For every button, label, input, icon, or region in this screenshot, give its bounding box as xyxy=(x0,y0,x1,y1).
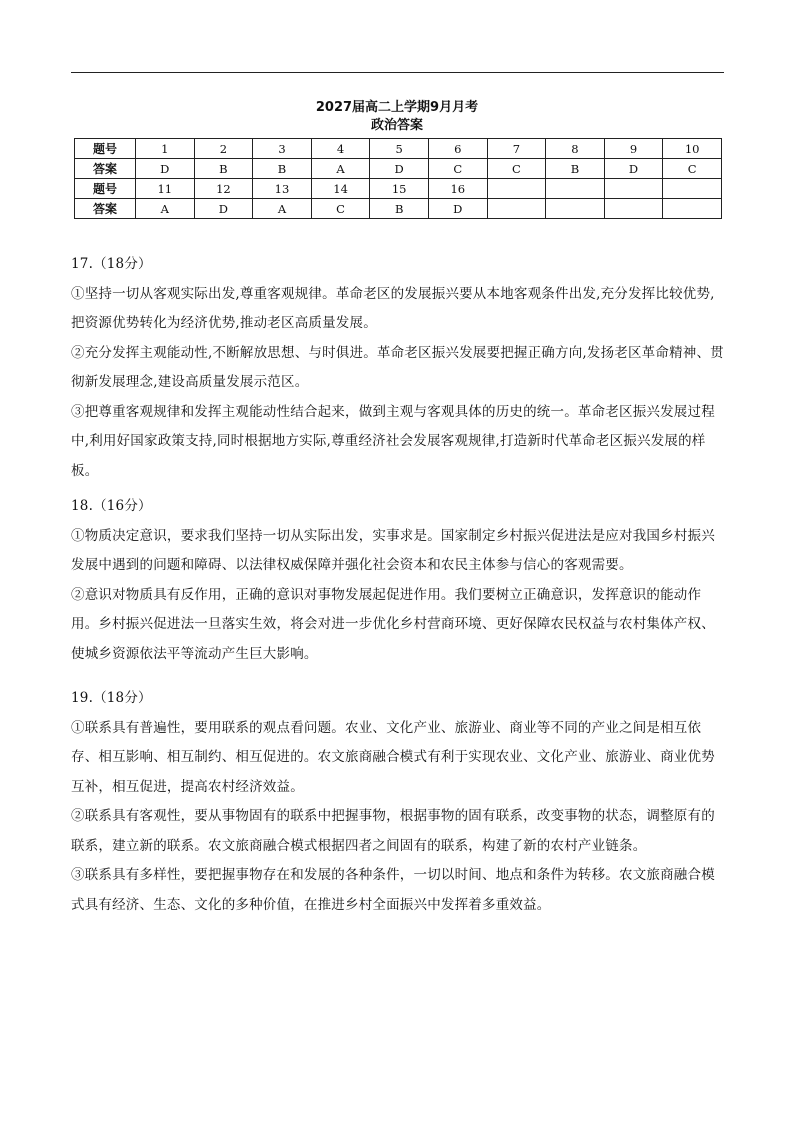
document-subtitle: 政治答案 xyxy=(370,118,423,133)
row-label-answer: 答案 xyxy=(75,159,136,179)
answer-cell: D xyxy=(136,159,195,179)
answer-point: ③把尊重客观规律和发挥主观能动性结合起来，做到主观与客观具体的历史的统一。革命老区振兴发展过程中,利用好国家政策支持,同时根据地方实际,尊重经济社会发展客观规律,打造新时代革命老区振兴发展的样板。 xyxy=(71,403,715,479)
question-heading: 19.（18分） xyxy=(71,690,152,706)
table-row-numbers-1 xyxy=(75,139,722,159)
row-label-number: 题号 xyxy=(75,139,136,159)
answer-point: ②联系具有客观性，要从事物固有的联系中把握事物，根据事物的固有联系，改变事物的状态，调整原有的联系，建立新的联系。农文旅商融合模式根据四者之间固有的联系，构建了新的农村产业链条。 xyxy=(71,808,715,854)
row-label-answer: 答案 xyxy=(75,199,136,219)
answer-point: ③联系具有多样性，要把握事物存在和发展的各种条件，一切以时间、地点和条件为转移。农文旅商融合模式具有经济、生态、文化的多种价值，在推进乡村全面振兴中发挥着多重效益。 xyxy=(71,867,715,913)
document-title: 2027届高二上学期9月月考 xyxy=(315,100,479,115)
question-number: 13 xyxy=(253,179,312,199)
question-number: 2 xyxy=(194,139,253,159)
table-row-answers-2 xyxy=(75,199,722,219)
question-18-section xyxy=(71,492,724,669)
answer-point: ①物质决定意识，要求我们坚持一切从实际出发，实事求是。国家制定乡村振兴促进法是应对我国乡村振兴发展中遇到的问题和障碍、以法律权威保障并强化社会资本和农民主体参与信心的客观需要。 xyxy=(71,527,715,573)
question-number: 14 xyxy=(311,179,370,199)
question-number xyxy=(546,179,605,199)
answer-cell: D xyxy=(194,199,253,219)
question-number: 9 xyxy=(604,139,663,159)
question-heading: 18.（16分） xyxy=(71,498,152,514)
answer-cell: B xyxy=(194,159,253,179)
question-number: 3 xyxy=(253,139,312,159)
question-number: 11 xyxy=(136,179,195,199)
row-label-number: 题号 xyxy=(75,179,136,199)
answer-cell: C xyxy=(428,159,487,179)
answer-cell: D xyxy=(604,159,663,179)
question-heading: 17.（18分） xyxy=(71,256,152,272)
answer-cell: A xyxy=(253,199,312,219)
question-number: 10 xyxy=(663,139,722,159)
question-number: 15 xyxy=(370,179,429,199)
answer-cell: B xyxy=(546,159,605,179)
answer-point: ②充分发挥主观能动性,不断解放思想、与时俱进。革命老区振兴发展要把握正确方向,发扬老区革命精神、贯彻新发展理念,建设高质量发展示范区。 xyxy=(71,344,724,390)
answer-cell: C xyxy=(311,199,370,219)
answer-cell xyxy=(604,199,663,219)
question-number: 8 xyxy=(546,139,605,159)
answer-cell xyxy=(663,199,722,219)
answer-cell: D xyxy=(428,199,487,219)
answer-cell: B xyxy=(370,199,429,219)
answer-table xyxy=(74,138,722,219)
question-number: 4 xyxy=(311,139,370,159)
answer-cell: C xyxy=(487,159,546,179)
question-number xyxy=(487,179,546,199)
header-rule xyxy=(71,72,724,73)
table-row-answers-1 xyxy=(75,159,722,179)
answer-cell: A xyxy=(136,199,195,219)
question-number: 1 xyxy=(136,139,195,159)
question-17-section xyxy=(71,250,724,486)
question-number: 5 xyxy=(370,139,429,159)
answer-point: ①坚持一切从客观实际出发,尊重客观规律。革命老区的发展振兴要从本地客观条件出发,充分发挥比较优势,把资源优势转化为经济优势,推动老区高质量发展。 xyxy=(71,285,715,331)
answer-point: ②意识对物质具有反作用，正确的意识对事物发展起促进作用。我们要树立正确意识，发挥意识的能动作用。乡村振兴促进法一旦落实生效，将会对进一步优化乡村营商环境、更好保障农民权益与农村集体产权、使城乡资源依法平等流动产生巨大影响。 xyxy=(71,586,715,662)
question-19-section xyxy=(71,684,724,920)
answer-cell: D xyxy=(370,159,429,179)
answer-cell: B xyxy=(253,159,312,179)
question-number xyxy=(663,179,722,199)
table-row-numbers-2 xyxy=(75,179,722,199)
answer-point: ①联系具有普遍性，要用联系的观点看问题。农业、文化产业、旅游业、商业等不同的产业之间是相互依存、相互影响、相互制约、相互促进的。农文旅商融合模式有利于实现农业、文化产业、旅游业、商业优势互补，相互促进，提高农村经济效益。 xyxy=(71,719,715,795)
question-number xyxy=(604,179,663,199)
answer-cell xyxy=(487,199,546,219)
question-number: 7 xyxy=(487,139,546,159)
answer-cell xyxy=(546,199,605,219)
question-number: 6 xyxy=(428,139,487,159)
answer-cell: A xyxy=(311,159,370,179)
question-number: 12 xyxy=(194,179,253,199)
answer-cell: C xyxy=(663,159,722,179)
question-number: 16 xyxy=(428,179,487,199)
